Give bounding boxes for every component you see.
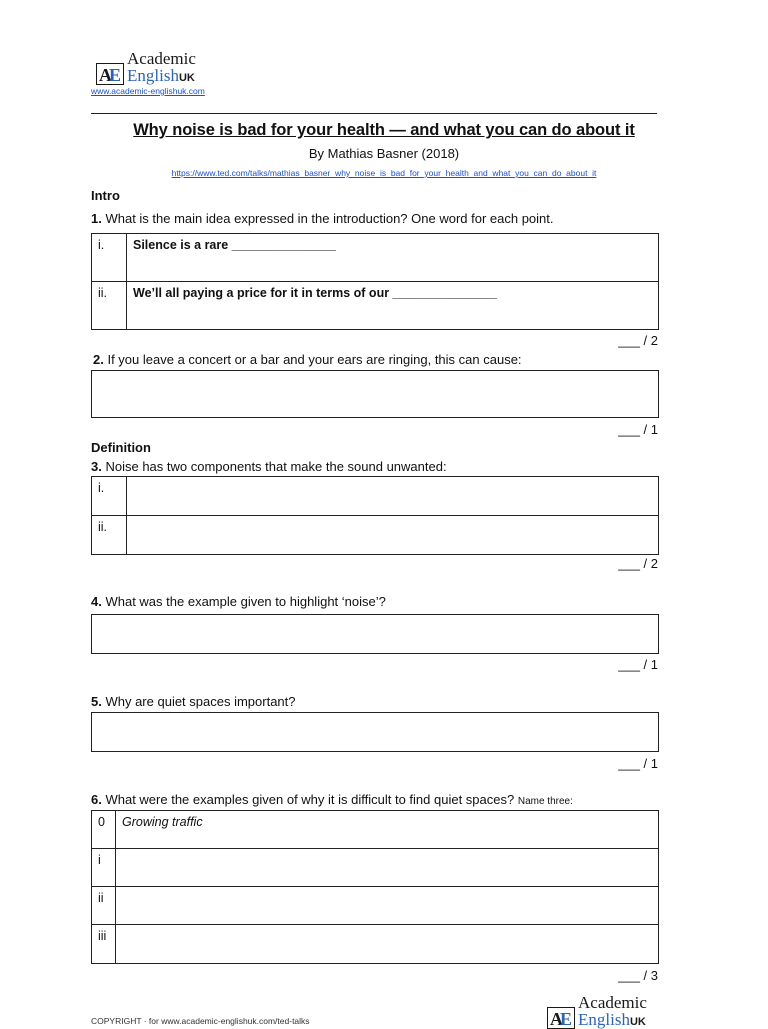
q4-text: What was the example given to highlight ‘noise’? [105,594,386,609]
table-row [92,516,659,555]
q1-row-label: i. [92,234,127,282]
q3-table [91,476,659,555]
q5-number: 5. [91,694,102,709]
q1-number: 1. [91,211,102,226]
q6-row-label: i [92,849,116,887]
logo-line2: English [127,66,179,85]
footer-logo-line1: Academic [578,993,647,1012]
byline: By Mathias Basner (2018) [308,146,460,161]
q3-number: 3. [91,459,102,474]
q5-score: ___ / 1 [618,756,658,771]
q3-text: Noise has two components that make the sound unwanted: [105,459,447,474]
logo-mark-e: E [109,64,122,85]
q2-score: ___ / 1 [618,422,658,437]
logo-line1: Academic [127,49,196,68]
q3-answer-cell[interactable] [127,477,659,516]
q1-answer-cell[interactable]: Silence is a rare _______________ [127,234,659,282]
q4-number: 4. [91,594,102,609]
question-4 [91,594,386,609]
source-link[interactable]: https://www.ted.com/talks/mathias_basner_why_noise_is_bad_for_your_health_and_what_you_can_do_about_it [171,168,597,178]
logo-wordmark [127,50,196,85]
q6-row-label: 0 [92,811,116,849]
q6-answer-cell[interactable] [116,849,659,887]
footer-logo-mark-a: A [550,1008,563,1029]
logo-mark [96,63,124,85]
q1-row-label: ii. [92,282,127,330]
q6-answer-cell[interactable] [116,887,659,925]
q6-score: ___ / 3 [618,968,658,983]
q3-score: ___ / 2 [618,556,658,571]
q5-text: Why are quiet spaces important? [105,694,296,709]
page-title: Why noise is bad for your health — and what you can do about it [133,121,635,139]
table-row [92,234,659,282]
q1-table [91,233,659,330]
definition-heading: Definition [91,440,151,455]
question-6 [91,792,573,807]
question-3 [91,459,447,474]
table-row [92,849,659,887]
footer-logo-line2: English [578,1010,630,1029]
q3-row-label: ii. [92,516,127,555]
q6-text: What were the examples given of why it is difficult to find quiet spaces? [105,792,515,807]
footer-logo-mark-e: E [560,1008,573,1029]
q6-note: Name three: [517,796,573,807]
q6-row-label: ii [92,887,116,925]
header-divider [91,113,657,114]
table-row [92,282,659,330]
q2-answer-box[interactable] [91,370,659,418]
logo-mark-a: A [99,64,112,85]
table-row [92,887,659,925]
footer-logo-uk: UK [629,1016,646,1028]
q6-answer-cell[interactable]: Growing traffic [116,811,659,849]
question-5 [91,694,296,709]
q3-answer-cell[interactable] [127,516,659,555]
footer-copyright: COPYRIGHT · for www.academic-englishuk.com/ted-talks [91,1016,310,1026]
q1-answer-cell[interactable]: We’ll all paying a price for it in terms of our _______________ [127,282,659,330]
q6-answer-cell[interactable] [116,925,659,964]
logo-uk: UK [178,72,195,84]
intro-heading: Intro [91,188,120,203]
q4-score: ___ / 1 [618,657,658,672]
q2-text: If you leave a concert or a bar and your ears are ringing, this can cause: [107,352,522,367]
website-link[interactable]: www.academic-englishuk.com [91,86,205,96]
q6-table [91,810,659,964]
q5-answer-box[interactable] [91,712,659,752]
table-row [92,925,659,964]
table-row [92,477,659,516]
q6-row-label: iii [92,925,116,964]
footer-logo-mark [547,1007,575,1029]
question-1 [91,211,554,226]
q2-number: 2. [93,352,104,367]
q3-row-label: i. [92,477,127,516]
logo [96,50,196,85]
q6-number: 6. [91,792,102,807]
q1-text: What is the main idea expressed in the introduction? One word for each point. [105,211,554,226]
question-2 [93,352,522,367]
q4-answer-box[interactable] [91,614,659,654]
table-row [92,811,659,849]
q1-score: ___ / 2 [618,333,658,348]
